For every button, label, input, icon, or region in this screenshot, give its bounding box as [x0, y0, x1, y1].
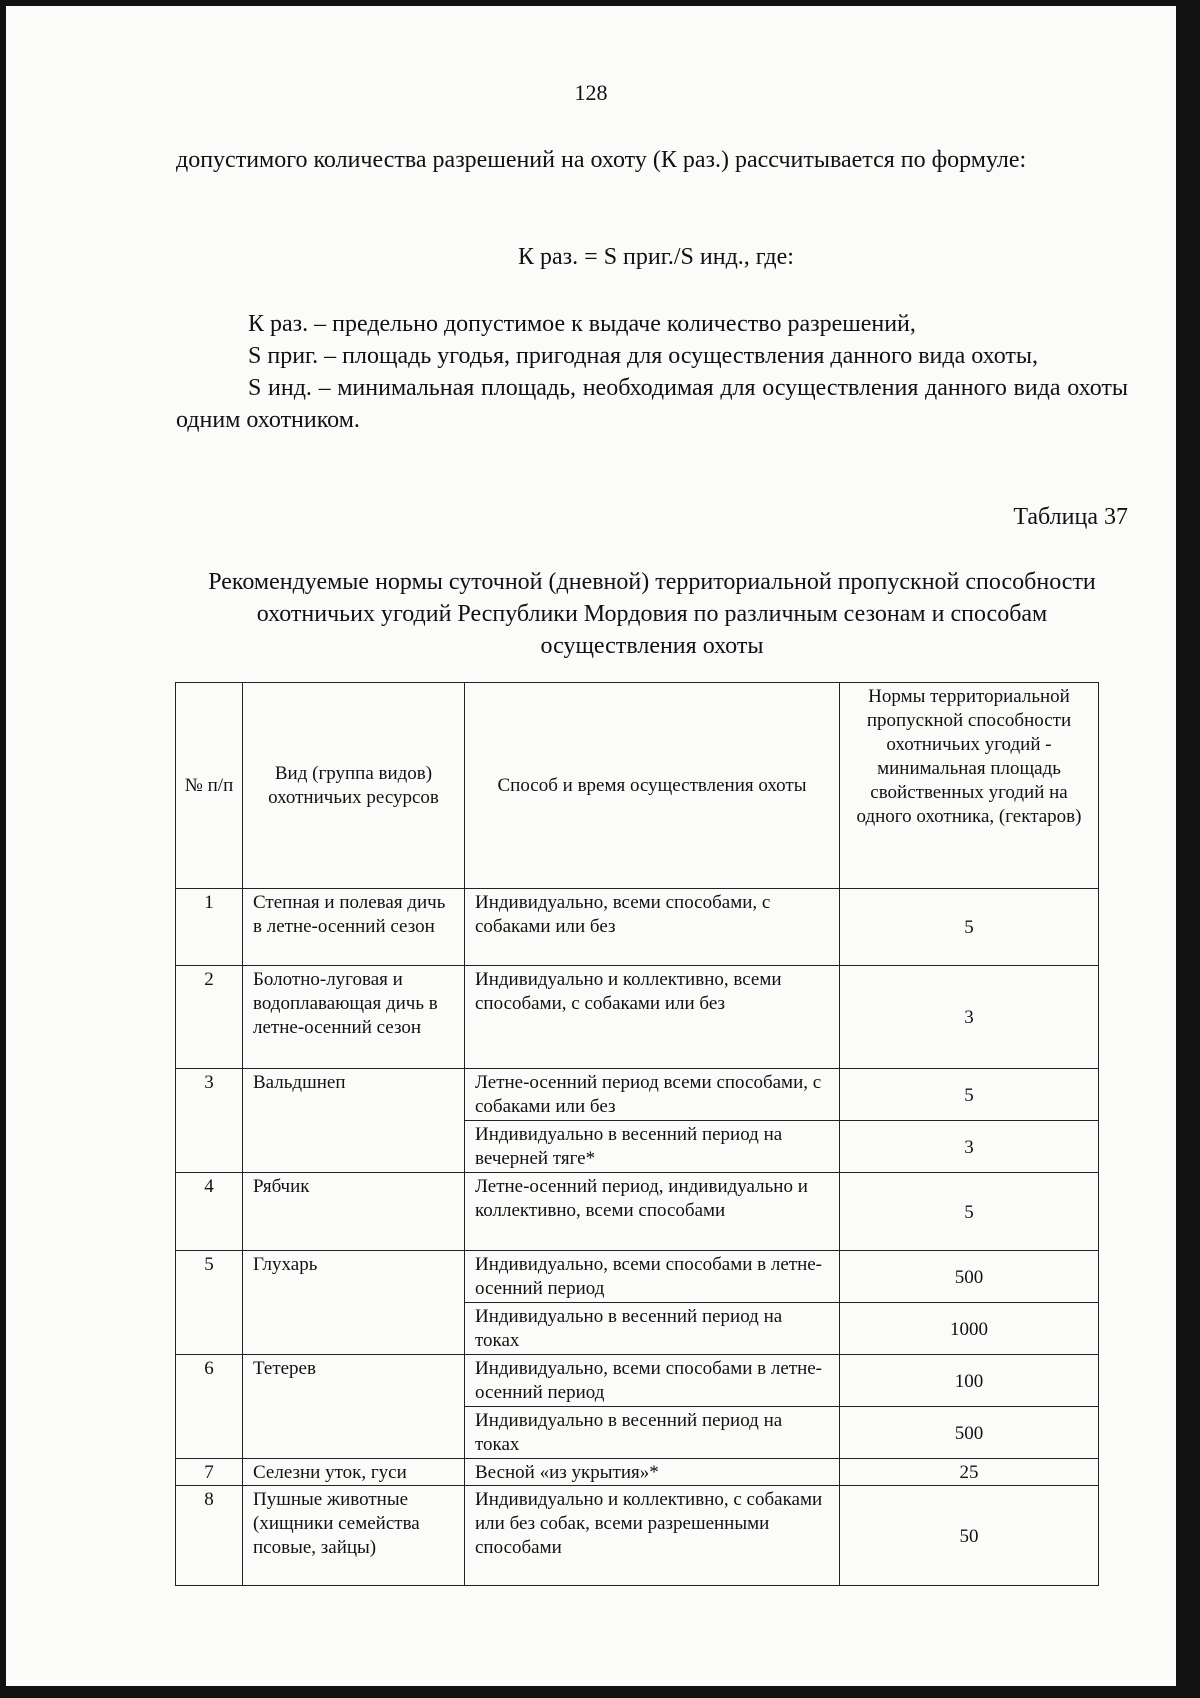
row-species: Селезни уток, гуси [243, 1459, 465, 1486]
table-row [176, 966, 1099, 1069]
header-num: № п/п [176, 683, 243, 889]
row-value: 100 [840, 1355, 1099, 1407]
row-value: 25 [840, 1459, 1099, 1486]
row-value: 5 [840, 889, 1099, 966]
table-label: Таблица 37 [1013, 504, 1128, 530]
row-value: 3 [840, 966, 1099, 1069]
table-row [176, 1486, 1099, 1586]
row-species: Пушные животные (хищники семейства псовые, зайцы) [243, 1486, 465, 1586]
row-method: Индивидуально, всеми способами в летне-осенний период [465, 1251, 840, 1303]
table-row [176, 889, 1099, 966]
table-row [176, 1355, 1099, 1407]
row-num: 3 [176, 1069, 243, 1173]
row-value: 5 [840, 1173, 1099, 1251]
row-species: Степная и полевая дичь в летне-осенний сезон [243, 889, 465, 966]
row-value: 3 [840, 1121, 1099, 1173]
definition-k: К раз. – предельно допустимое к выдаче количество разрешений, [248, 311, 916, 337]
header-species: Вид (группа видов) охотничьих ресурсов [243, 683, 465, 889]
definitions-block [176, 308, 1128, 436]
row-method: Индивидуально, всеми способами в летне-осенний период [465, 1355, 840, 1407]
header-norm: Нормы территориальной пропускной способности охотничьих угодий - минимальная площадь свойственных угодий на одного охотника, (гектаров) [840, 683, 1099, 889]
row-num: 4 [176, 1173, 243, 1251]
row-value: 1000 [840, 1303, 1099, 1355]
formula: К раз. = S приг./S инд., где: [518, 244, 794, 270]
row-num: 8 [176, 1486, 243, 1586]
row-method: Летне-осенний период всеми способами, с собаками или без [465, 1069, 840, 1121]
table-title: Рекомендуемые нормы суточной (дневной) территориальной пропускной способности охотничьих угодий Республики Мордовия по различным сезонам и способам осуществления охоты [208, 569, 1096, 659]
row-num: 1 [176, 889, 243, 966]
row-num: 7 [176, 1459, 243, 1486]
page-number: 128 [574, 80, 608, 105]
row-method: Индивидуально и коллективно, всеми способами, с собаками или без [465, 966, 840, 1069]
row-species: Глухарь [243, 1251, 465, 1355]
row-method: Индивидуально в весенний период на токах [465, 1303, 840, 1355]
intro-paragraph: допустимого количества разрешений на охоту (К раз.) рассчитывается по формуле: [176, 147, 1027, 173]
table-row [176, 1459, 1099, 1486]
row-species: Рябчик [243, 1173, 465, 1251]
row-species: Болотно-луговая и водоплавающая дичь в летне-осенний сезон [243, 966, 465, 1069]
document-page [6, 6, 1176, 1686]
row-method: Индивидуально в весенний период на вечерней тяге* [465, 1121, 840, 1173]
row-method: Индивидуально в весенний период на токах [465, 1407, 840, 1459]
row-value: 5 [840, 1069, 1099, 1121]
row-method: Индивидуально и коллективно, с собаками или без собак, всеми разрешенными способами [465, 1486, 840, 1586]
norms-table [175, 682, 1099, 1586]
table-row [176, 1251, 1099, 1303]
row-num: 5 [176, 1251, 243, 1355]
definition-s-ind: S инд. – минимальная площадь, необходимая для осуществления данного вида охоты одним охотником. [176, 375, 1128, 433]
row-species: Вальдшнеп [243, 1069, 465, 1173]
row-value: 50 [840, 1486, 1099, 1586]
table-row [176, 1173, 1099, 1251]
row-value: 500 [840, 1407, 1099, 1459]
header-method: Способ и время осуществления охоты [465, 683, 840, 889]
row-method: Весной «из укрытия»* [465, 1459, 840, 1486]
row-value: 500 [840, 1251, 1099, 1303]
table-header-row [176, 683, 1099, 889]
row-species: Тетерев [243, 1355, 465, 1459]
row-method: Летне-осенний период, индивидуально и коллективно, всеми способами [465, 1173, 840, 1251]
row-method: Индивидуально, всеми способами, с собаками или без [465, 889, 840, 966]
definition-s-prig: S приг. – площадь угодья, пригодная для осуществления данного вида охоты, [248, 343, 1039, 369]
table-row [176, 1069, 1099, 1121]
row-num: 2 [176, 966, 243, 1069]
row-num: 6 [176, 1355, 243, 1459]
